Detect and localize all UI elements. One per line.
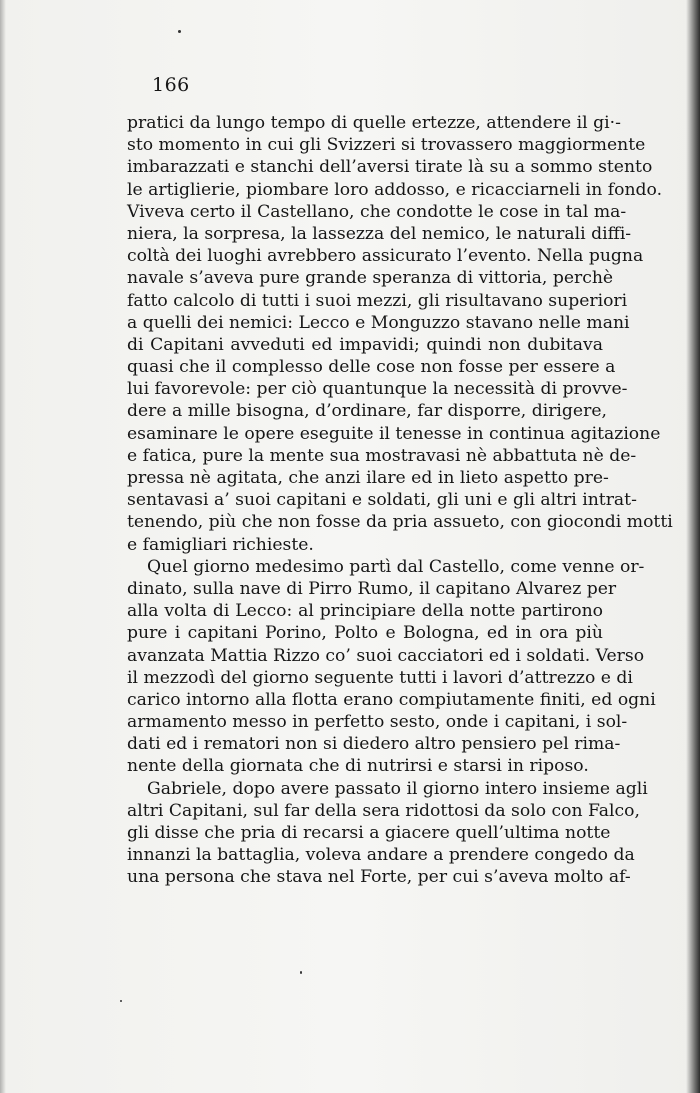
page-number: 166 xyxy=(152,74,190,96)
text-line: gli disse che pria di recarsi a giacere quell’ultima notte xyxy=(127,823,611,843)
text-line: coltà dei luoghi avrebbero assicurato l’evento. Nella pugna xyxy=(127,246,644,267)
text-line: di Capitani avveduti ed impavidi; quindi non dubitava xyxy=(127,334,603,355)
ink-speck xyxy=(120,1000,122,1002)
text-line: pressa nè agitata, che anzi ilare ed in lieto aspetto pre- xyxy=(127,468,609,488)
text-line: e fatica, pure la mente sua mostravasi nè abbattuta nè de- xyxy=(127,445,637,466)
text-line: pure i capitani Porino, Polto e Bologna, ed in ora più xyxy=(127,623,603,644)
text-line: imbarazzati e stanchi dell’aversi tirate là su a sommo stento xyxy=(127,157,653,178)
page-gutter-shadow xyxy=(686,0,700,1093)
text-line: una persona che stava nel Forte, per cui s’aveva molto af- xyxy=(127,867,631,888)
text-line: fatto calcolo di tutti i suoi mezzi, gli risultavano superiori xyxy=(127,290,628,311)
text-line: innanzi la battaglia, voleva andare a prendere congedo da xyxy=(127,845,635,866)
text-line: pratici da lungo tempo di quelle ertezze, attendere il gi·- xyxy=(127,113,621,133)
ink-speck xyxy=(178,30,181,33)
text-line: sto momento in cui gli Svizzeri si trovassero maggiormente xyxy=(127,135,646,156)
text-line: altri Capitani, sul far della sera ridottosi da solo con Falco, xyxy=(127,800,640,821)
text-line: carico intorno alla flotta erano compiutamente finiti, ed ogni xyxy=(127,689,656,710)
text-line: Gabriele, dopo avere passato il giorno intero insieme agli xyxy=(147,778,648,799)
text-line: alla volta di Lecco: al principiare della notte partirono xyxy=(127,601,603,622)
text-line: navale s’aveva pure grande speranza di vittoria, perchè xyxy=(127,268,614,289)
text-line: dati ed i rematori non si diedero altro pensiero pel rima- xyxy=(127,734,621,755)
text-line: tenendo, più che non fosse da pria assueto, con giocondi motti xyxy=(127,512,673,533)
text-line: dere a mille bisogna, d’ordinare, far disporre, dirigere, xyxy=(127,401,607,422)
text-line: Quel giorno medesimo partì dal Castello, come venne or- xyxy=(147,556,645,577)
text-line: lui favorevole: per ciò quantunque la necessità di provve- xyxy=(127,379,628,400)
text-line: avanzata Mattia Rizzo co’ suoi cacciatori ed i soldati. Verso xyxy=(127,645,645,666)
ink-speck xyxy=(300,971,302,974)
body-text xyxy=(127,112,673,889)
text-line: nente della giornata che di nutrirsi e starsi in riposo. xyxy=(127,756,589,777)
text-line: a quelli dei nemici: Lecco e Monguzzo stavano nelle mani xyxy=(127,312,630,333)
text-line: Viveva certo il Castellano, che condotte le cose in tal ma- xyxy=(127,201,627,222)
text-line: le artiglierie, piombare loro addosso, e ricacciarneli in fondo. xyxy=(127,179,663,200)
page-left-shadow xyxy=(0,0,6,1093)
text-line: dinato, sulla nave di Pirro Rumo, il capitano Alvarez per xyxy=(127,578,617,599)
text-line: il mezzodì del giorno seguente tutti i lavori d’attrezzo e di xyxy=(127,667,633,688)
text-line: esaminare le opere eseguite il tenesse in continua agitazione xyxy=(127,423,661,444)
text-line: quasi che il complesso delle cose non fosse per essere a xyxy=(127,357,616,378)
text-line: armamento messo in perfetto sesto, onde i capitani, i sol- xyxy=(127,712,628,733)
text-line: sentavasi a’ suoi capitani e soldati, gli uni e gli altri intrat- xyxy=(127,490,637,511)
text-line: niera, la sorpresa, la lassezza del nemico, le naturali diffi- xyxy=(127,223,632,244)
text-line: e famigliari richieste. xyxy=(127,534,314,555)
